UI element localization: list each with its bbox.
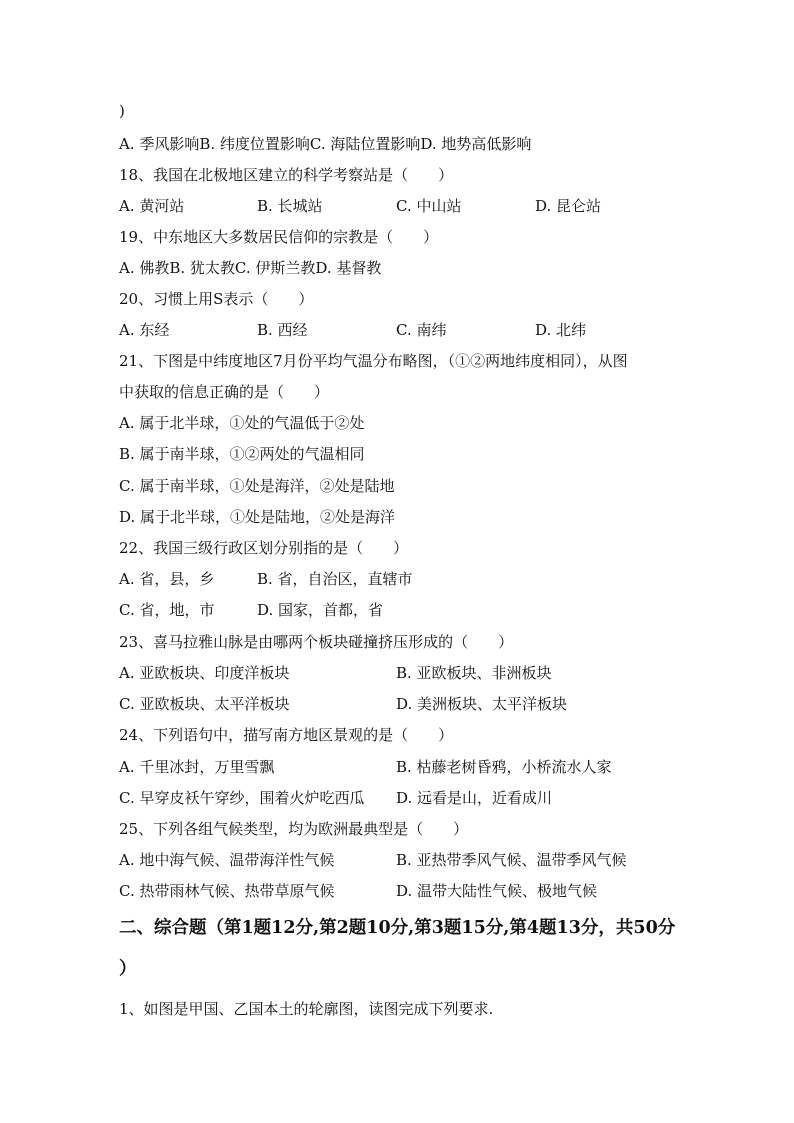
question-24-option-a: A. 千里冰封，万里雪飘	[119, 758, 275, 776]
question-22-option-a: A. 省，县，乡	[119, 570, 215, 588]
question-20-stem: 20、习惯上用S表示（ ）	[119, 290, 314, 308]
question-21-option-b: B. 属于南半球，①②两处的气温相同	[119, 445, 365, 463]
question-25-option-d: D. 温带大陆性气候、极地气候	[396, 882, 598, 900]
question-25-option-c: C. 热带雨林气候、热带草原气候	[119, 882, 335, 900]
question-18-option-a: A. 黄河站	[119, 197, 185, 215]
question-20-option-a: A. 东经	[119, 321, 170, 339]
question-24-stem: 24、下列语句中，描写南方地区景观的是（ ）	[119, 726, 454, 744]
question-23-option-d: D. 美洲板块、太平洋板块	[396, 695, 568, 713]
question-24-option-c: C. 早穿皮袄午穿纱，围着火炉吃西瓜	[119, 789, 365, 807]
question-19-options: A. 佛教B. 犹太教C. 伊斯兰教D. 基督教	[119, 259, 382, 277]
question-22-option-b: B. 省，自治区，直辖市	[257, 570, 413, 588]
question-21-option-c: C. 属于南半球，①处是海洋，②处是陆地	[119, 477, 395, 495]
question-21-option-d: D. 属于北半球，①处是陆地，②处是海洋	[119, 508, 396, 526]
question-25-stem: 25、下列各组气候类型，均为欧洲最典型是（ ）	[119, 820, 469, 838]
question-20-option-c: C. 南纬	[396, 321, 447, 339]
question-18-option-d: D. 昆仑站	[535, 197, 602, 215]
question-22-option-d: D. 国家，首都，省	[257, 601, 384, 619]
question-19-stem: 19、中东地区大多数居民信仰的宗教是（ ）	[119, 228, 439, 246]
question-23-stem: 23、喜马拉雅山脉是由哪两个板块碰撞挤压形成的（ ）	[119, 633, 514, 651]
question-23-option-c: C. 亚欧板块、太平洋板块	[119, 695, 290, 713]
question-18-stem: 18、我国在北极地区建立的科学考察站是（ ）	[119, 166, 454, 184]
question-21-stem-line-1: 21、下图是中纬度地区7月份平均气温分布略图，（①②两地纬度相同），从图	[119, 352, 628, 370]
question-25-option-b: B. 亚热带季风气候、温带季风气候	[396, 851, 627, 869]
section-2-question-1-stem: 1、如图是甲国、乙国本土的轮廓图，读图完成下列要求.	[119, 1000, 494, 1018]
section-2-heading-closing-paren: ）	[119, 959, 137, 979]
question-22-stem: 22、我国三级行政区划分别指的是（ ）	[119, 539, 409, 557]
question-24-option-b: B. 枯藤老树昏鸦，小桥流水人家	[396, 758, 612, 776]
question-23-option-a: A. 亚欧板块、印度洋板块	[119, 664, 290, 682]
section-2-heading: 二、综合题（第1题12分,第2题10分,第3题15分,第4题13分，共50分	[119, 918, 676, 938]
prev-question-closing-paren: )	[119, 102, 125, 120]
question-25-option-a: A. 地中海气候、温带海洋性气候	[119, 851, 335, 869]
question-24-option-d: D. 远看是山，近看成川	[396, 789, 553, 807]
question-21-stem-line-2: 中获取的信息正确的是（ ）	[119, 383, 330, 401]
question-20-option-b: B. 西经	[257, 321, 308, 339]
question-18-option-c: C. 中山站	[396, 197, 462, 215]
question-23-option-b: B. 亚欧板块、非洲板块	[396, 664, 552, 682]
question-22-option-c: C. 省，地，市	[119, 601, 215, 619]
question-20-option-d: D. 北纬	[535, 321, 587, 339]
question-21-option-a: A. 属于北半球，①处的气温低于②处	[119, 414, 365, 432]
question-18-option-b: B. 长城站	[257, 197, 323, 215]
prev-question-options: A. 季风影响B. 纬度位置影响C. 海陆位置影响D. 地势高低影响	[119, 135, 532, 153]
